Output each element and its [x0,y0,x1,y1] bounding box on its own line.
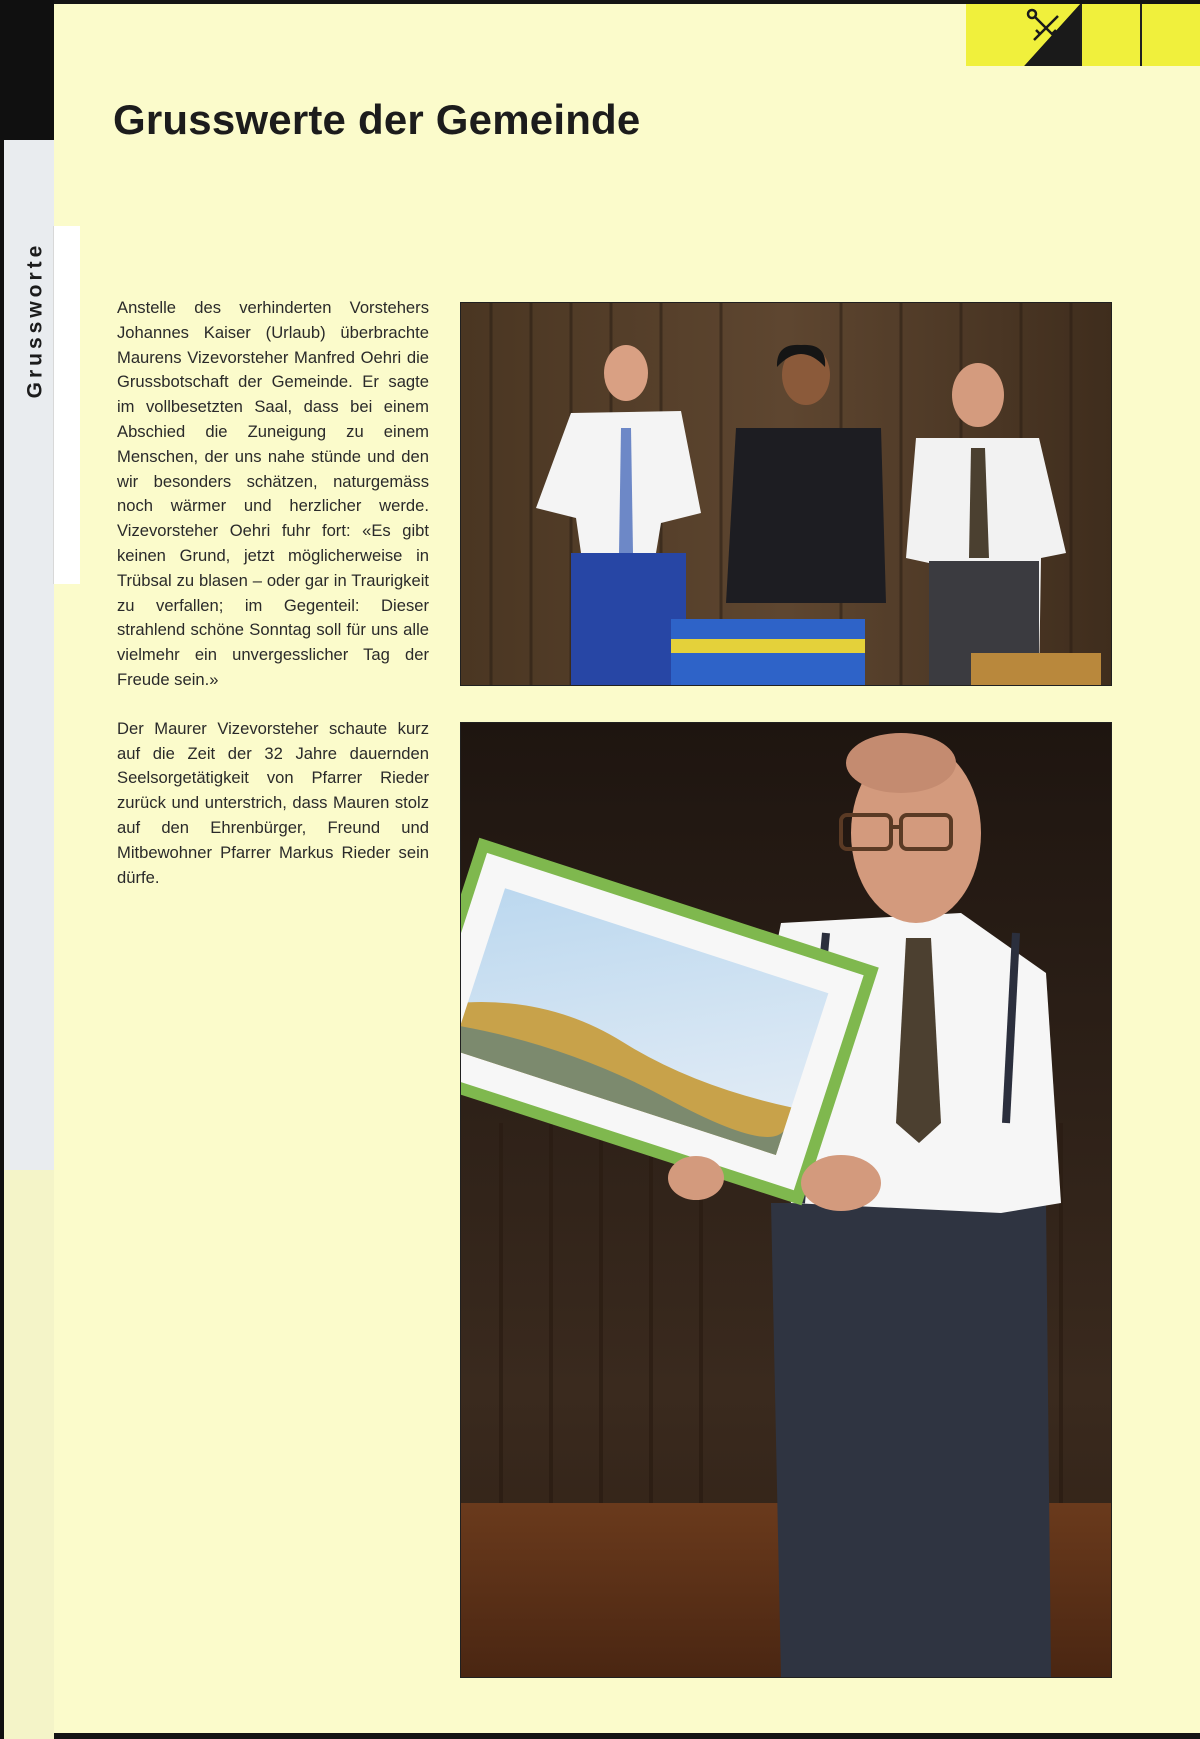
crossed-keys-icon [1024,4,1080,66]
photo-man-with-painting [460,722,1112,1678]
section-label-text: Grussworte [23,241,47,399]
side-paper-edge-lower [4,1170,54,1739]
paragraph: Der Maurer Vizevorsteher schaute kurz auf die Zeit der 32 Jahre dauernden Seelsorgetätigkeit von Pfarrer Rieder zurück und unterstrich, dass Mauren stolz auf den Ehrenbürger, Freund und Mitbewohner Pfarrer Markus Rieder sein dürfe. [117,718,429,887]
chapter-tab-bar [966,4,1200,66]
tab-divider [1140,4,1142,66]
paragraph: Anstelle des verhinderten Vorstehers Johannes Kaiser (Urlaub) überbrachte Maurens Vizevorsteher Manfred Oehri die Grussbotschaft der Gemeinde. Er sagte im vollbesetzten Saal, dass bei einem Abschied die Zuneigung zu einem Menschen, der uns nahe stünde und den wir besonders schätzen, naturgemäss noch wärmer und herzlicher werde. Vizevorsteher Oehri fuhr fort: «Es gibt keinen Grund, jetzt möglicherweise in Trübsal zu blasen – oder gar in Traurigkeit zu verfallen; im Gegenteil: Dieser strahlend schöne Sonntag soll für uns alle vielmehr ein unvergesslicher Tag der Freude sein.» [117,298,429,689]
section-label [0,220,70,420]
page-title: Grusswerte der Gemeinde [113,96,641,143]
tab-divider [1080,4,1082,66]
photo-group-on-stage [460,302,1112,686]
article-text [117,296,429,914]
